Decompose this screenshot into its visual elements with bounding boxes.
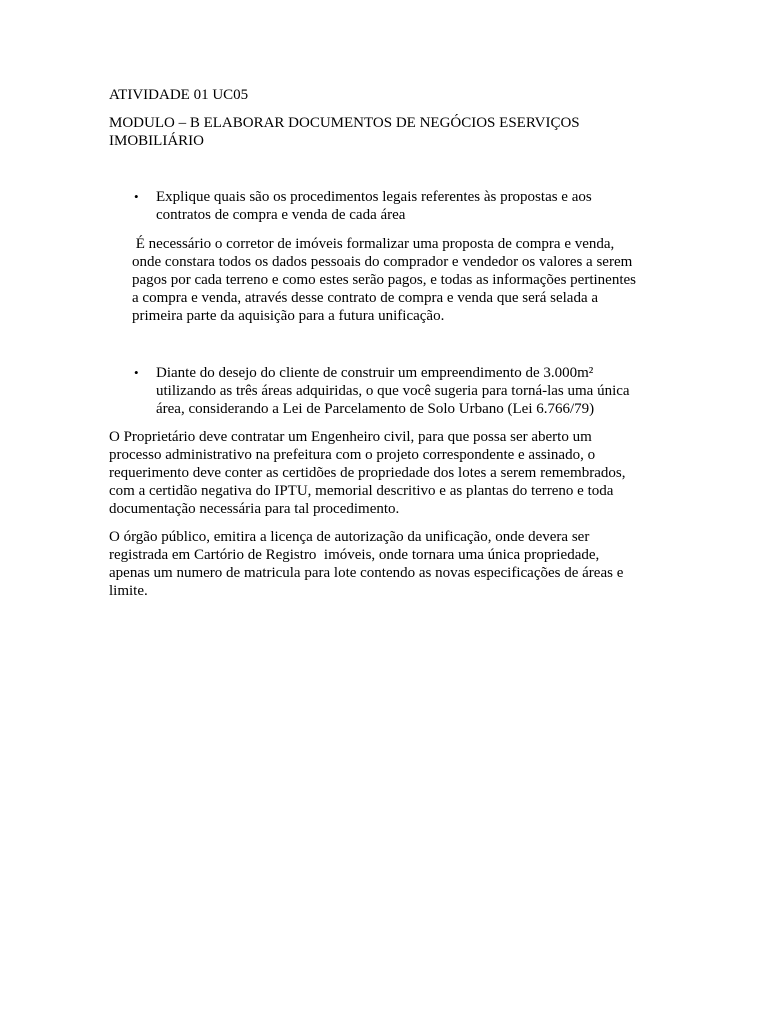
title-line-1: ATIVIDADE 01 UC05: [109, 87, 249, 103]
question-1-line: Explique quais são os procedimentos legais referentes às propostas e aos: [156, 189, 592, 205]
answer-1-line: pagos por cada terreno e como estes serão pagos, e todas as informações pertinentes: [132, 272, 636, 288]
title-line-2b: IMOBILIÁRIO: [109, 133, 204, 149]
question-2-line: Diante do desejo do cliente de construir um empreendimento de 3.000m²: [156, 365, 594, 381]
answer-2-line: com a certidão negativa do IPTU, memorial descritivo e as plantas do terreno e toda: [109, 483, 614, 499]
title-line-2a: MODULO – B ELABORAR DOCUMENTOS DE NEGÓCIOS ESERVIÇOS: [109, 115, 580, 131]
answer-2-line: O Proprietário deve contratar um Engenheiro civil, para que possa ser aberto um: [109, 429, 592, 445]
answer-1-line: É necessário o corretor de imóveis formalizar uma proposta de compra e venda,: [132, 236, 615, 252]
answer-3-line: registrada em Cartório de Registro imóveis, onde tornara uma única propriedade,: [109, 547, 600, 563]
question-1-line: contratos de compra e venda de cada área: [156, 207, 406, 223]
answer-2-line: requerimento deve conter as certidões de propriedade dos lotes a serem remembrados,: [109, 465, 626, 481]
answer-3-line: limite.: [109, 583, 148, 599]
question-2-line: utilizando as três áreas adquiridas, o que você sugeria para torná-las uma única: [156, 383, 630, 399]
answer-2-line: processo administrativo na prefeitura com o projeto correspondente e assinado, o: [109, 447, 596, 463]
answer-1-line: a compra e venda, através desse contrato de compra e venda que será selada a: [132, 290, 599, 306]
bullet-icon: •: [134, 365, 139, 380]
answer-1-line: onde constara todos os dados pessoais do comprador e vendedor os valores a serem: [132, 254, 633, 270]
question-2-line: área, considerando a Lei de Parcelamento de Solo Urbano (Lei 6.766/79): [156, 401, 595, 417]
answer-3-line: apenas um numero de matricula para lote contendo as novas especificações de áreas e: [109, 565, 624, 581]
answer-3-line: O órgão público, emitira a licença de autorização da unificação, onde devera ser: [109, 529, 590, 545]
answer-1-line: primeira parte da aquisição para a futura unificação.: [132, 308, 445, 324]
bullet-icon: •: [134, 189, 139, 204]
answer-2-line: documentação necessária para tal procedimento.: [109, 501, 400, 517]
